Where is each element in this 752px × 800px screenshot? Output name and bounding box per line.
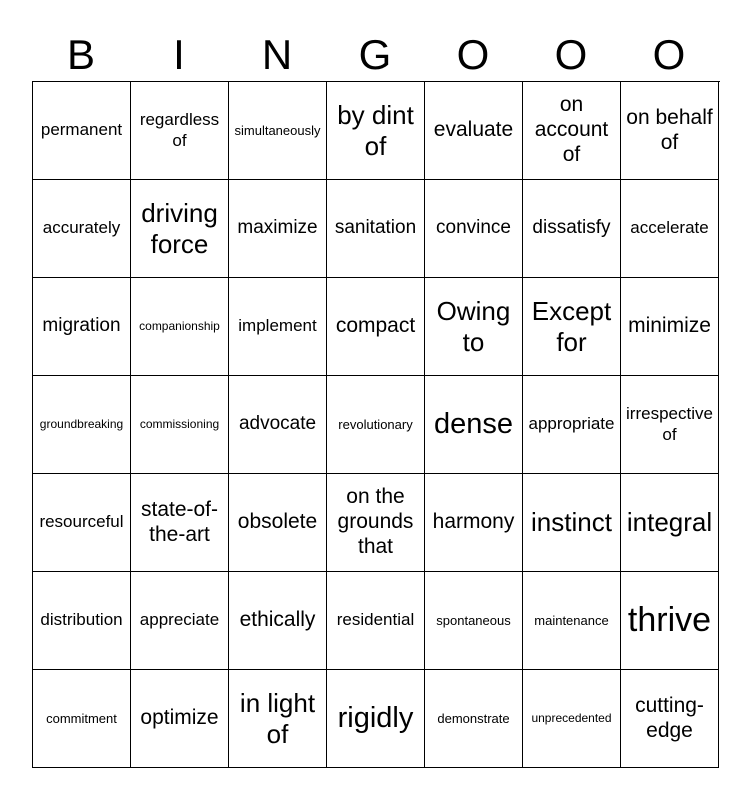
bingo-cell: on behalf of [621, 82, 719, 180]
bingo-cell: simultaneously [229, 82, 327, 180]
bingo-cell: distribution [33, 572, 131, 670]
bingo-cell: minimize [621, 278, 719, 376]
bingo-cell: irrespective of [621, 376, 719, 474]
bingo-cell: Except for [523, 278, 621, 376]
bingo-cell: by dint of [327, 82, 425, 180]
bingo-cell: maintenance [523, 572, 621, 670]
header-letter: I [173, 30, 185, 78]
bingo-cell: convince [425, 180, 523, 278]
bingo-cell: obsolete [229, 474, 327, 572]
bingo-cell: state-of-the-art [131, 474, 229, 572]
bingo-cell: resourceful [33, 474, 131, 572]
bingo-cell: cutting-edge [621, 670, 719, 768]
bingo-cell: dissatisfy [523, 180, 621, 278]
bingo-cell: rigidly [327, 670, 425, 768]
bingo-cell: unprecedented [523, 670, 621, 768]
bingo-card [32, 28, 720, 768]
bingo-cell: in light of [229, 670, 327, 768]
bingo-cell: optimize [131, 670, 229, 768]
bingo-cell: implement [229, 278, 327, 376]
bingo-cell: appreciate [131, 572, 229, 670]
header-letter: O [554, 30, 588, 78]
bingo-cell: commissioning [131, 376, 229, 474]
bingo-cell: dense [425, 376, 523, 474]
bingo-cell: advocate [229, 376, 327, 474]
bingo-cell: revolutionary [327, 376, 425, 474]
bingo-grid [32, 81, 720, 768]
bingo-cell: integral [621, 474, 719, 572]
bingo-cell: commitment [33, 670, 131, 768]
bingo-cell: migration [33, 278, 131, 376]
bingo-cell: permanent [33, 82, 131, 180]
bingo-cell: instinct [523, 474, 621, 572]
header-letter: O [652, 30, 686, 78]
bingo-cell: driving force [131, 180, 229, 278]
bingo-cell: maximize [229, 180, 327, 278]
bingo-cell: ethically [229, 572, 327, 670]
bingo-cell: sanitation [327, 180, 425, 278]
bingo-header [32, 28, 720, 81]
bingo-cell: thrive [621, 572, 719, 670]
bingo-cell: compact [327, 278, 425, 376]
header-letter: O [456, 30, 490, 78]
bingo-cell: evaluate [425, 82, 523, 180]
bingo-cell: accelerate [621, 180, 719, 278]
header-letter: N [261, 30, 293, 78]
header-letter: B [66, 30, 95, 78]
header-letter: G [358, 30, 392, 78]
bingo-cell: groundbreaking [33, 376, 131, 474]
bingo-cell: harmony [425, 474, 523, 572]
bingo-cell: spontaneous [425, 572, 523, 670]
bingo-cell: appropriate [523, 376, 621, 474]
bingo-cell: accurately [33, 180, 131, 278]
bingo-cell: residential [327, 572, 425, 670]
bingo-cell: regardless of [131, 82, 229, 180]
bingo-cell: companionship [131, 278, 229, 376]
bingo-cell: Owing to [425, 278, 523, 376]
bingo-cell: demonstrate [425, 670, 523, 768]
bingo-cell: on account of [523, 82, 621, 180]
bingo-cell: on the grounds that [327, 474, 425, 572]
